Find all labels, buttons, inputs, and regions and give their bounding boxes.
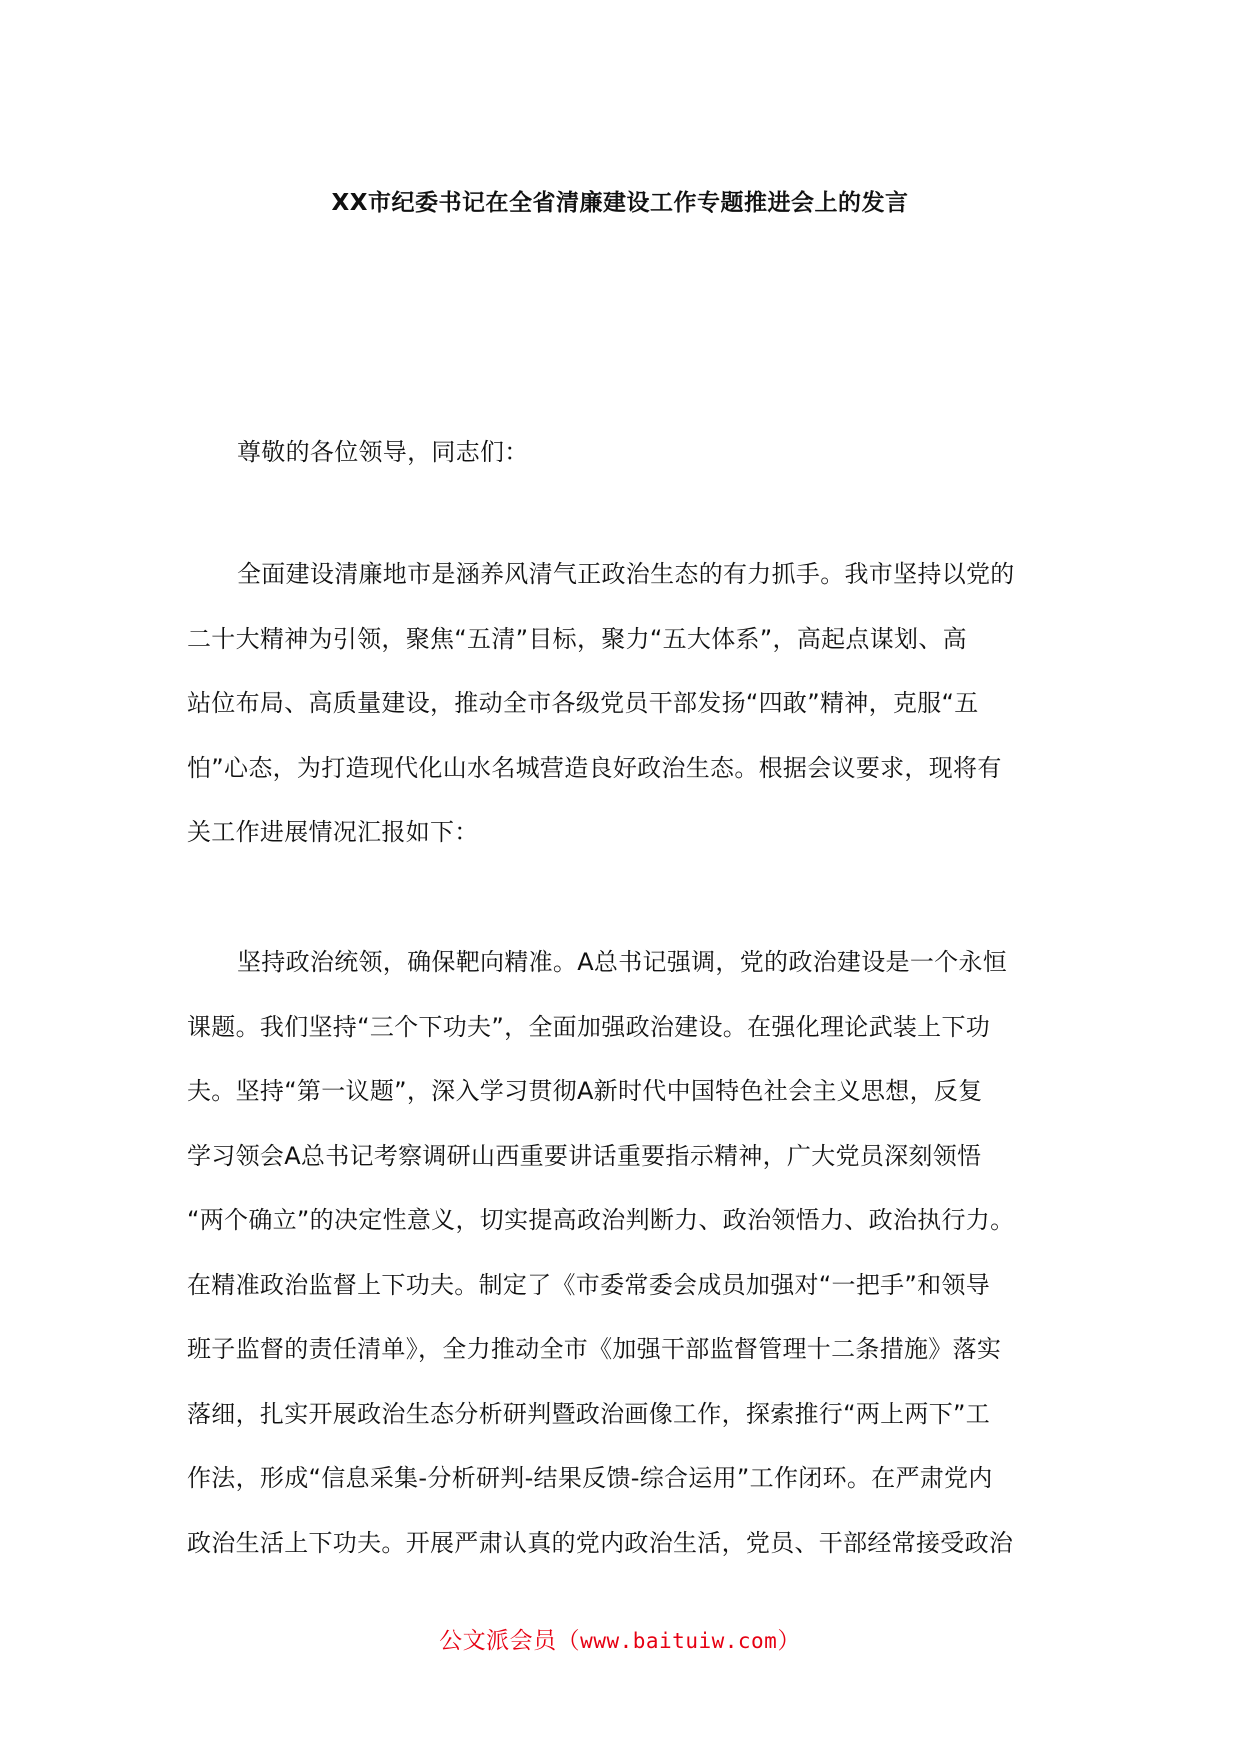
paragraph-line: 课题。我们坚持“三个下功夫”，全面加强政治建设。在强化理论武装上下功 bbox=[187, 1012, 991, 1041]
paragraph-line: “两个确立”的决定性意义，切实提高政治判断力、政治领悟力、政治执行力。 bbox=[187, 1206, 1015, 1234]
paragraph-line: 班子监督的责任清单》，全力推动全市《加强干部监督管理十二条措施》落实 bbox=[187, 1335, 1002, 1363]
paragraph-line: 二十大精神为引领，聚焦“五清”目标，聚力“五大体系”，高起点谋划、高 bbox=[187, 624, 967, 653]
footer-label: 公文派会员（ bbox=[439, 1628, 581, 1654]
paragraph-line: 作法，形成“信息采集-分析研判-结果反馈-综合运用”工作闭环。在严肃党内 bbox=[187, 1464, 993, 1492]
paragraph-political-leadership bbox=[187, 930, 1053, 1575]
greeting bbox=[187, 420, 1053, 485]
paragraph-line: 关工作进展情况汇报如下： bbox=[187, 818, 479, 846]
footer-url-link[interactable]: www.baituiw.com bbox=[580, 1629, 778, 1653]
paragraph-line: 落细，扎实开展政治生态分析研判暨政治画像工作，探索推行“两上两下”工 bbox=[187, 1399, 991, 1428]
paragraph-line: 学习领会A总书记考察调研山西重要讲话重要指示精神，广大党员深刻领悟 bbox=[187, 1141, 982, 1170]
paragraph-line: 坚持政治统领，确保靶向精准。A总书记强调，党的政治建设是一个永恒 bbox=[237, 948, 1008, 976]
paragraph-line: 怕”心态，为打造现代化山水名城营造良好政治生态。根据会议要求，现将有 bbox=[187, 753, 1002, 782]
paragraph-line: 站位布局、高质量建设，推动全市各级党员干部发扬“四敢”精神，克服“五 bbox=[187, 689, 979, 717]
footer-close: ） bbox=[777, 1628, 801, 1654]
document-title: XX市纪委书记在全省清廉建设工作专题推进会上的发言 bbox=[331, 190, 909, 216]
paragraph-line: 夫。坚持“第一议题”，深入学习贯彻A新时代中国特色社会主义思想，反复 bbox=[187, 1077, 983, 1105]
footer-watermark bbox=[0, 1622, 1240, 1655]
greeting-line: 尊敬的各位领导，同志们： bbox=[237, 438, 529, 466]
paragraph-line: 政治生活上下功夫。开展严肃认真的党内政治生活，党员、干部经常接受政治 bbox=[187, 1528, 1014, 1557]
paragraph-intro bbox=[187, 542, 1053, 865]
paragraph-line: 在精准政治监督上下功夫。制定了《市委常委会成员加强对“一把手”和领导 bbox=[187, 1270, 991, 1299]
paragraph-line: 全面建设清廉地市是涵养风清气正政治生态的有力抓手。我市坚持以党的 bbox=[237, 560, 1015, 588]
